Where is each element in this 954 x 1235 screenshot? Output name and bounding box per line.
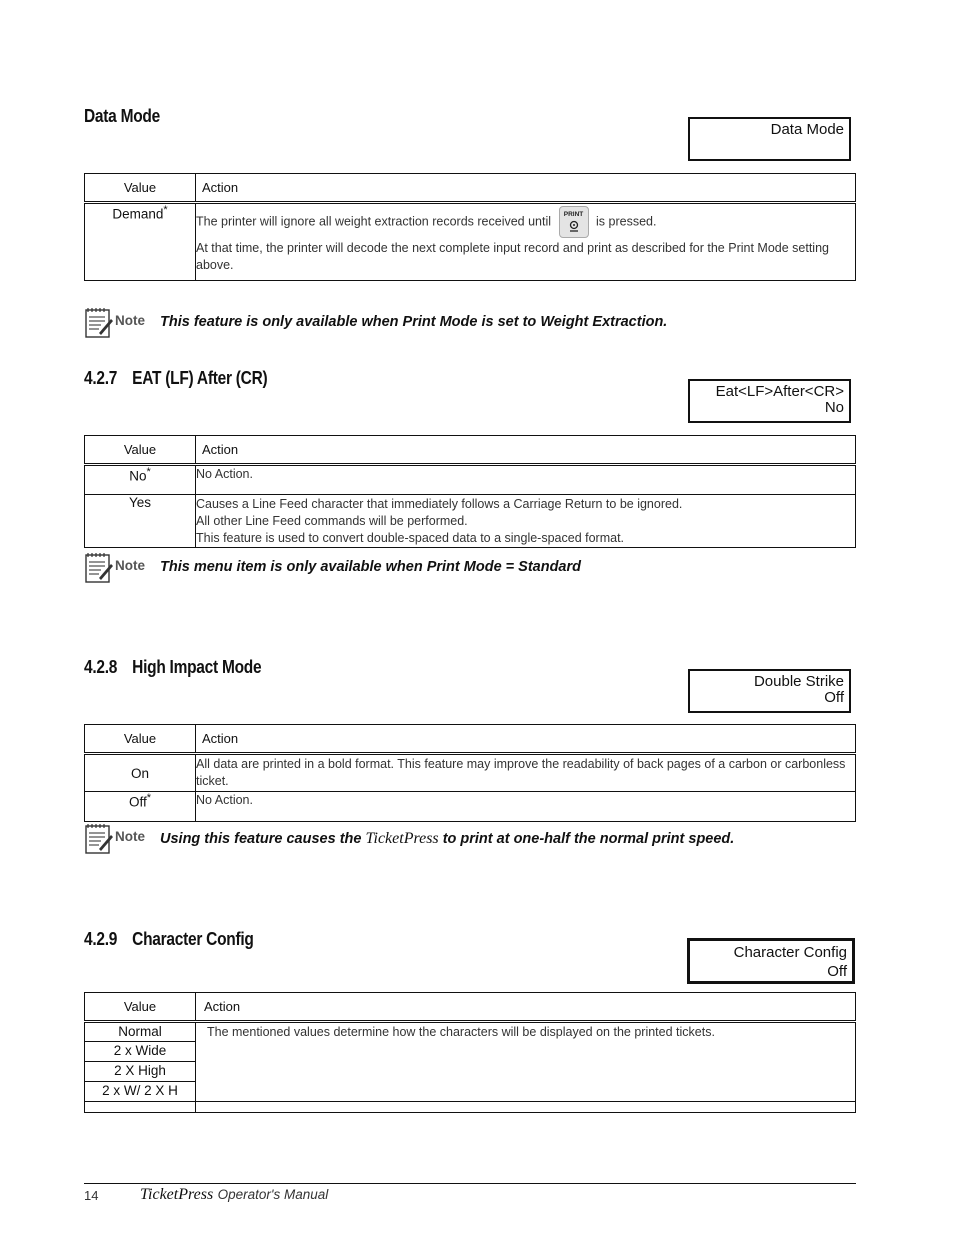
table-cell-value: No* xyxy=(85,465,196,495)
table-cell-action: No Action. xyxy=(196,792,856,822)
table-cell-action: The printer will ignore all weight extraction records received until PRINT is pressed. At that time, the printer will decode the next complete input record and print as described for the Print Mode setting above. xyxy=(196,203,856,281)
menu-line: Character Config xyxy=(733,944,847,961)
menu-line: Off xyxy=(824,689,844,706)
column-header-action: Action xyxy=(196,725,856,754)
note-icon xyxy=(84,552,114,584)
menu-display-box xyxy=(688,379,851,423)
note-icon xyxy=(84,823,114,855)
menu-line: Off xyxy=(827,963,847,980)
section-heading-data-mode: Data Mode xyxy=(84,106,160,126)
high-impact-table xyxy=(84,724,856,822)
footer-product: TicketPress xyxy=(140,1186,214,1203)
table-cell-value: 2 x W/ 2 X H xyxy=(85,1082,196,1102)
table-cell-value: 2 X High xyxy=(85,1062,196,1082)
data-mode-table xyxy=(84,173,856,281)
char-config-table xyxy=(84,992,856,1113)
table-cell-action: Causes a Line Feed character that immediately follows a Carriage Return to be ignored. All other Line Feed commands will be performed. This feature is used to convert double-spaced data to a single-spaced format. xyxy=(196,495,856,548)
table-cell-empty xyxy=(196,1102,856,1113)
menu-display-box xyxy=(688,117,851,161)
note-data-mode: Note This feature is only available when Print Mode is set to Weight Extraction. xyxy=(84,307,864,341)
page-number: 14 xyxy=(84,1188,99,1203)
menu-line: Data Mode xyxy=(770,121,844,138)
table-cell-value: Off* xyxy=(85,792,196,822)
note-high-impact: Note Using this feature causes the TicketPress to print at one-half the normal print speed. xyxy=(84,823,864,857)
footer-manual: Operator's Manual xyxy=(217,1187,329,1202)
menu-line: Eat<LF>After<CR> xyxy=(715,383,844,400)
menu-display-box xyxy=(687,938,855,984)
section-heading-eat-lf: 4.2.7 EAT (LF) After (CR) xyxy=(84,368,268,388)
footer-title xyxy=(140,1186,328,1204)
eat-lf-table xyxy=(84,435,856,548)
table-cell-value: Yes xyxy=(85,495,196,548)
table-cell-value: 2 x Wide xyxy=(85,1042,196,1062)
column-header-action: Action xyxy=(196,993,856,1022)
footer-rule xyxy=(84,1183,856,1184)
column-header-value: Value xyxy=(85,993,196,1022)
table-cell-value: Demand* xyxy=(85,203,196,281)
column-header-value: Value xyxy=(85,174,196,203)
column-header-action: Action xyxy=(196,436,856,465)
menu-line: No xyxy=(824,399,844,416)
print-key-icon: PRINT xyxy=(559,206,589,238)
column-header-value: Value xyxy=(85,725,196,754)
column-header-value: Value xyxy=(85,436,196,465)
column-header-action: Action xyxy=(196,174,856,203)
section-heading-high-impact: 4.2.8 High Impact Mode xyxy=(84,657,262,677)
menu-line: Double Strike xyxy=(753,673,844,690)
table-cell-value: On xyxy=(85,754,196,792)
menu-display-box xyxy=(688,669,851,713)
table-cell-value: Normal xyxy=(85,1022,196,1042)
section-heading-char-config: 4.2.9 Character Config xyxy=(84,929,254,949)
table-cell-empty xyxy=(85,1102,196,1113)
note-eat-lf: Note This menu item is only available when Print Mode = Standard xyxy=(84,552,864,586)
table-cell-action: The mentioned values determine how the characters will be displayed on the printed tickets. xyxy=(196,1022,856,1102)
table-cell-action: No Action. xyxy=(196,465,856,495)
table-cell-action: All data are printed in a bold format. This feature may improve the readability of back pages of a carbon or carbonless ticket. xyxy=(196,754,856,792)
note-icon xyxy=(84,307,114,339)
